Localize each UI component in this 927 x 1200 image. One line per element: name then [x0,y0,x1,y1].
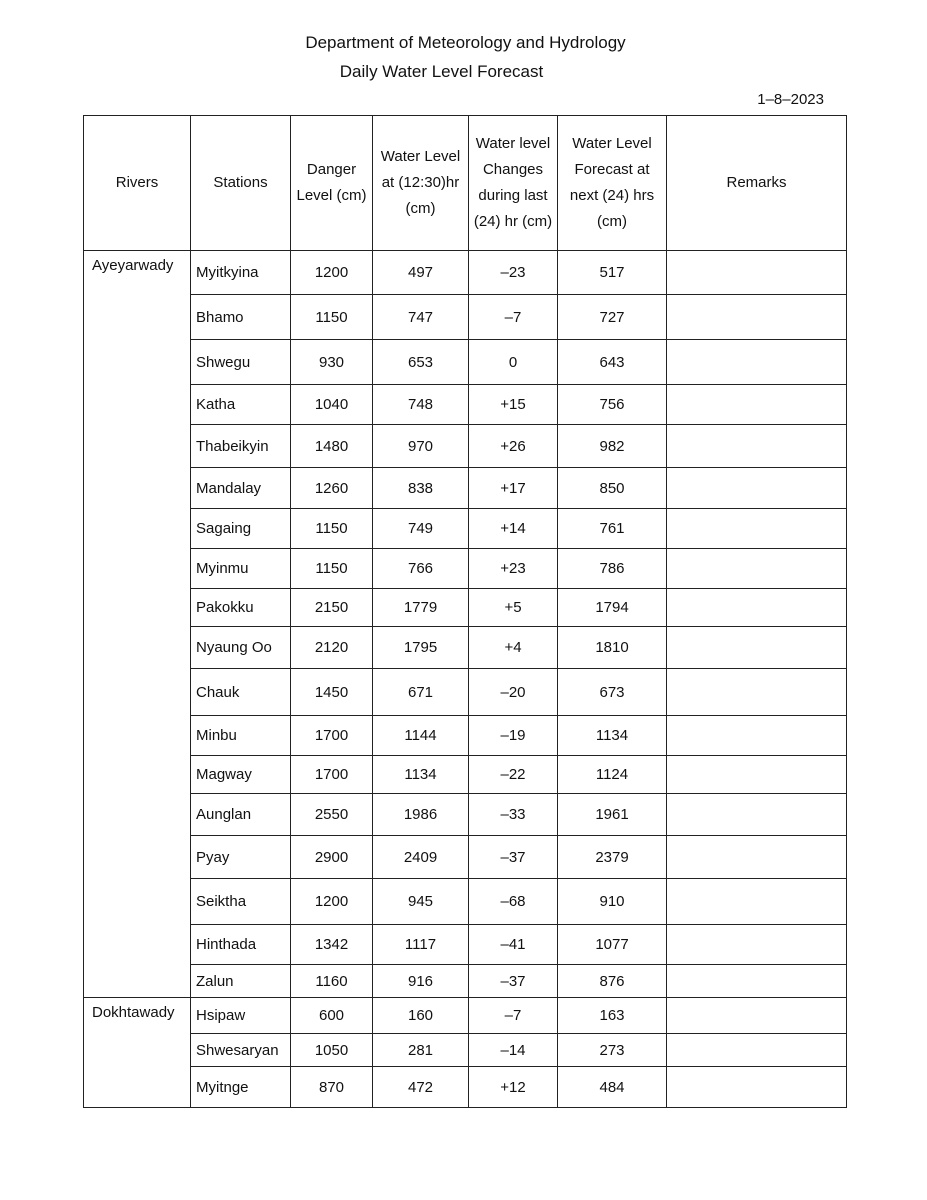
water-level-cell: 160 [373,998,469,1034]
level-change-cell: 0 [469,340,558,385]
water-level-cell: 838 [373,468,469,509]
water-level-cell: 766 [373,549,469,589]
water-level-cell: 970 [373,425,469,468]
forecast-cell: 273 [558,1034,667,1067]
table-row [84,295,847,340]
col-header-remarks: Remarks [667,116,847,251]
station-name: Seiktha [191,879,291,925]
water-level-cell: 2409 [373,836,469,879]
danger-level-cell: 600 [291,998,373,1034]
col-header-danger-level: Danger Level (cm) [291,116,373,251]
level-change-cell: –20 [469,669,558,716]
remarks-cell [667,385,847,425]
danger-level-cell: 2550 [291,794,373,836]
remarks-cell [667,589,847,627]
station-name: Myinmu [191,549,291,589]
level-change-cell: +14 [469,509,558,549]
table-row [84,589,847,627]
station-name: Shwegu [191,340,291,385]
water-level-cell: 497 [373,251,469,295]
level-change-cell: –23 [469,251,558,295]
danger-level-cell: 2900 [291,836,373,879]
water-level-cell: 748 [373,385,469,425]
water-level-cell: 1117 [373,925,469,965]
station-name: Sagaing [191,509,291,549]
level-change-cell: +26 [469,425,558,468]
col-header-changes: Water level Changes during last (24) hr (cm) [469,116,558,251]
forecast-cell: 643 [558,340,667,385]
forecast-cell: 1810 [558,627,667,669]
remarks-cell [667,669,847,716]
station-name: Pyay [191,836,291,879]
station-name: Myitkyina [191,251,291,295]
col-header-water-level: Water Level at (12:30)hr (cm) [373,116,469,251]
level-change-cell: –22 [469,756,558,794]
report-date: 1–8–2023 [757,91,824,108]
forecast-cell: 1124 [558,756,667,794]
remarks-cell [667,879,847,925]
forecast-cell: 2379 [558,836,667,879]
forecast-cell: 876 [558,965,667,998]
level-change-cell: –68 [469,879,558,925]
remarks-cell [667,925,847,965]
table-row [84,925,847,965]
water-level-cell: 747 [373,295,469,340]
level-change-cell: –41 [469,925,558,965]
water-level-cell: 1986 [373,794,469,836]
station-name: Nyaung Oo [191,627,291,669]
station-name: Mandalay [191,468,291,509]
col-header-rivers: Rivers [84,116,191,251]
river-name: Dokhtawady [84,998,191,1108]
danger-level-cell: 1700 [291,716,373,756]
forecast-cell: 850 [558,468,667,509]
forecast-cell: 1077 [558,925,667,965]
level-change-cell: +5 [469,589,558,627]
station-name: Bhamo [191,295,291,340]
table-header-row [84,116,847,251]
station-name: Aunglan [191,794,291,836]
danger-level-cell: 870 [291,1067,373,1108]
table-row [84,1067,847,1108]
danger-level-cell: 1050 [291,1034,373,1067]
water-level-cell: 916 [373,965,469,998]
remarks-cell [667,340,847,385]
forecast-cell: 761 [558,509,667,549]
remarks-cell [667,716,847,756]
station-name: Katha [191,385,291,425]
danger-level-cell: 930 [291,340,373,385]
forecast-cell: 517 [558,251,667,295]
table-row [84,627,847,669]
station-name: Hinthada [191,925,291,965]
forecast-cell: 1794 [558,589,667,627]
station-name: Thabeikyin [191,425,291,468]
danger-level-cell: 1150 [291,509,373,549]
level-change-cell: +17 [469,468,558,509]
table-row [84,340,847,385]
forecast-cell: 982 [558,425,667,468]
remarks-cell [667,965,847,998]
water-level-cell: 1779 [373,589,469,627]
level-change-cell: –33 [469,794,558,836]
danger-level-cell: 2150 [291,589,373,627]
table-row [84,836,847,879]
table-row [84,509,847,549]
station-name: Zalun [191,965,291,998]
level-change-cell: –37 [469,965,558,998]
table-row [84,549,847,589]
danger-level-cell: 1160 [291,965,373,998]
table-row [84,998,847,1034]
remarks-cell [667,756,847,794]
water-level-cell: 1144 [373,716,469,756]
table-row [84,965,847,998]
forecast-cell: 756 [558,385,667,425]
report-title: Daily Water Level Forecast [339,62,544,81]
danger-level-cell: 1040 [291,385,373,425]
river-name: Ayeyarwady [84,251,191,998]
water-level-cell: 281 [373,1034,469,1067]
remarks-cell [667,627,847,669]
water-level-cell: 749 [373,509,469,549]
station-name: Pakokku [191,589,291,627]
remarks-cell [667,998,847,1034]
remarks-cell [667,468,847,509]
danger-level-cell: 1260 [291,468,373,509]
water-level-table [83,115,847,1108]
remarks-cell [667,836,847,879]
danger-level-cell: 1150 [291,549,373,589]
remarks-cell [667,509,847,549]
forecast-cell: 484 [558,1067,667,1108]
forecast-cell: 163 [558,998,667,1034]
remarks-cell [667,1067,847,1108]
department-title: Department of Meteorology and Hydrology [305,33,626,52]
remarks-cell [667,794,847,836]
remarks-cell [667,251,847,295]
level-change-cell: +15 [469,385,558,425]
water-level-cell: 653 [373,340,469,385]
table-row [84,1034,847,1067]
forecast-cell: 727 [558,295,667,340]
table-row [84,468,847,509]
danger-level-cell: 1200 [291,879,373,925]
danger-level-cell: 1342 [291,925,373,965]
station-name: Shwesaryan [191,1034,291,1067]
table-row [84,716,847,756]
table-row [84,425,847,468]
danger-level-cell: 1200 [291,251,373,295]
table-row [84,756,847,794]
remarks-cell [667,425,847,468]
table-row [84,794,847,836]
forecast-cell: 786 [558,549,667,589]
station-name: Hsipaw [191,998,291,1034]
col-header-forecast: Water Level Forecast at next (24) hrs (cm) [558,116,667,251]
level-change-cell: +23 [469,549,558,589]
forecast-cell: 1134 [558,716,667,756]
water-level-cell: 472 [373,1067,469,1108]
forecast-cell: 1961 [558,794,667,836]
remarks-cell [667,295,847,340]
water-level-cell: 945 [373,879,469,925]
table-row [84,669,847,716]
level-change-cell: –14 [469,1034,558,1067]
water-level-cell: 1795 [373,627,469,669]
station-name: Minbu [191,716,291,756]
remarks-cell [667,549,847,589]
forecast-cell: 673 [558,669,667,716]
table-row [84,879,847,925]
table-row [84,251,847,295]
danger-level-cell: 2120 [291,627,373,669]
level-change-cell: +12 [469,1067,558,1108]
remarks-cell [667,1034,847,1067]
level-change-cell: –7 [469,998,558,1034]
level-change-cell: –19 [469,716,558,756]
water-level-cell: 671 [373,669,469,716]
danger-level-cell: 1480 [291,425,373,468]
station-name: Myitnge [191,1067,291,1108]
level-change-cell: +4 [469,627,558,669]
danger-level-cell: 1700 [291,756,373,794]
col-header-stations: Stations [191,116,291,251]
level-change-cell: –7 [469,295,558,340]
danger-level-cell: 1150 [291,295,373,340]
level-change-cell: –37 [469,836,558,879]
water-level-cell: 1134 [373,756,469,794]
station-name: Magway [191,756,291,794]
danger-level-cell: 1450 [291,669,373,716]
forecast-cell: 910 [558,879,667,925]
table-row [84,385,847,425]
station-name: Chauk [191,669,291,716]
